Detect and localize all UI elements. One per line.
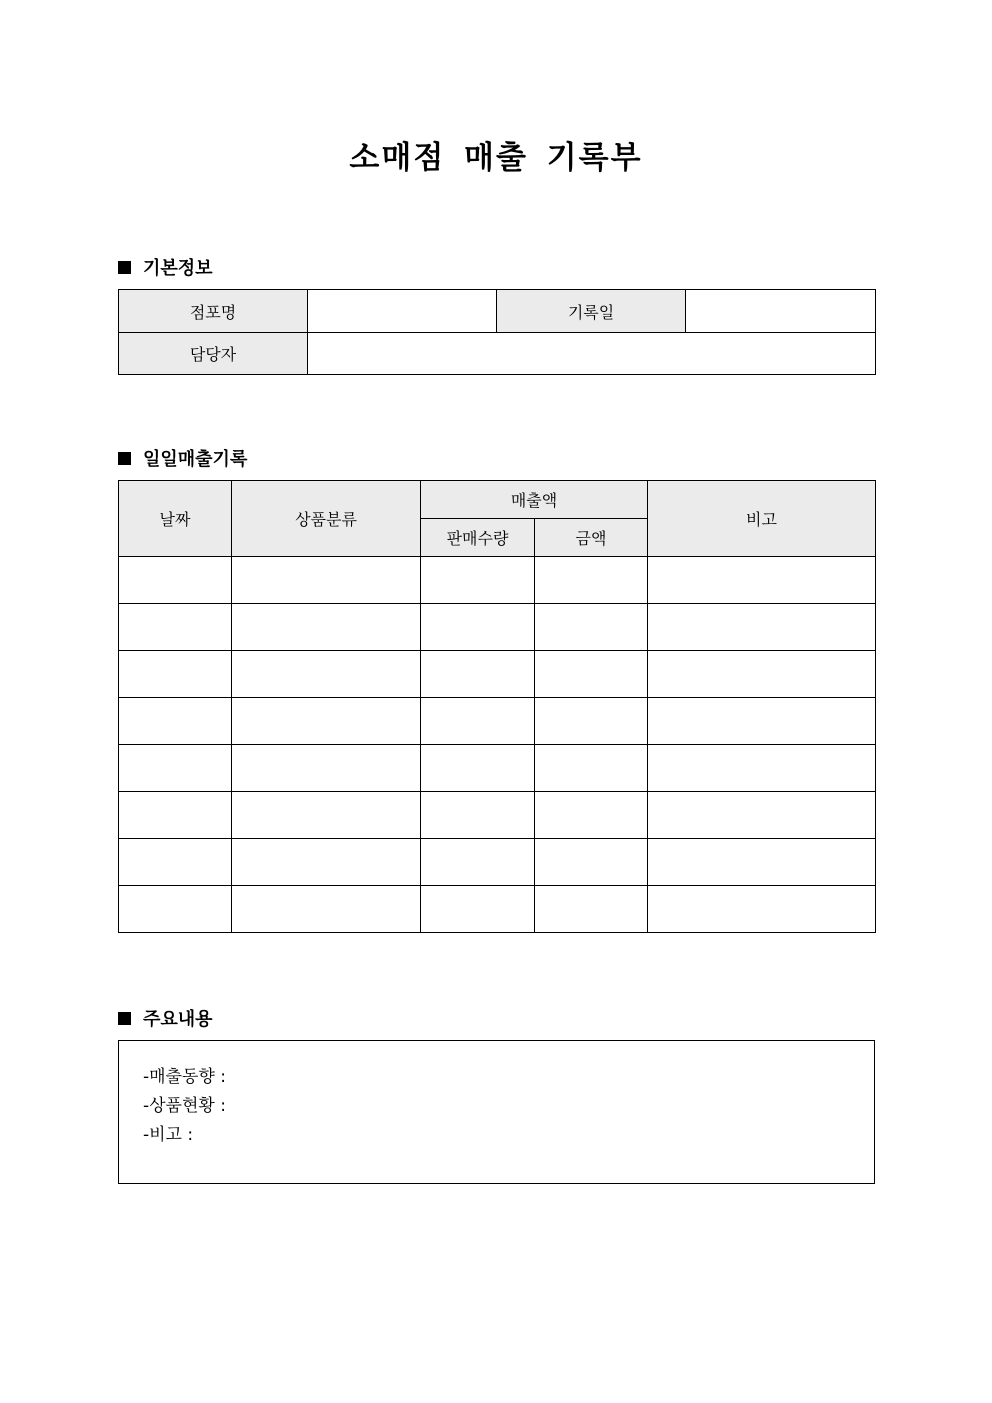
remarks-cell[interactable] <box>648 745 876 792</box>
category-cell[interactable] <box>232 792 421 839</box>
section-heading-summary <box>118 1005 213 1031</box>
quantity-cell[interactable] <box>421 651 535 698</box>
amount-cell[interactable] <box>535 745 648 792</box>
date-cell[interactable] <box>119 745 232 792</box>
column-header-date: 날짜 <box>119 481 232 557</box>
remarks-cell[interactable] <box>648 886 876 933</box>
column-header-quantity: 판매수량 <box>421 519 535 557</box>
section-heading-label: 주요내용 <box>143 1009 213 1030</box>
store-name-label: 점포명 <box>119 290 308 333</box>
page-title: 소매점 매출 기록부 <box>349 140 643 176</box>
amount-cell[interactable] <box>535 604 648 651</box>
remarks-cell[interactable] <box>648 604 876 651</box>
summary-line-remarks: -비고 : <box>143 1125 194 1145</box>
record-date-label: 기록일 <box>497 290 686 333</box>
date-cell[interactable] <box>119 886 232 933</box>
amount-cell[interactable] <box>535 651 648 698</box>
amount-cell[interactable] <box>535 792 648 839</box>
record-date-field[interactable] <box>686 290 876 333</box>
date-cell[interactable] <box>119 839 232 886</box>
section-heading-label: 일일매출기록 <box>143 449 248 470</box>
category-cell[interactable] <box>232 698 421 745</box>
square-bullet-icon <box>118 261 131 274</box>
table-row <box>119 792 876 839</box>
manager-label: 담당자 <box>119 333 308 375</box>
remarks-cell[interactable] <box>648 557 876 604</box>
table-row <box>119 745 876 792</box>
store-name-field[interactable] <box>308 290 497 333</box>
summary-line-sales-trend: -매출동향 : <box>143 1067 226 1087</box>
date-cell[interactable] <box>119 698 232 745</box>
date-cell[interactable] <box>119 792 232 839</box>
quantity-cell[interactable] <box>421 604 535 651</box>
date-cell[interactable] <box>119 651 232 698</box>
quantity-cell[interactable] <box>421 698 535 745</box>
amount-cell[interactable] <box>535 886 648 933</box>
remarks-cell[interactable] <box>648 839 876 886</box>
quantity-cell[interactable] <box>421 792 535 839</box>
square-bullet-icon <box>118 452 131 465</box>
section-heading-daily-sales <box>118 445 247 471</box>
quantity-cell[interactable] <box>421 839 535 886</box>
quantity-cell[interactable] <box>421 745 535 792</box>
section-heading-basic-info <box>118 254 213 280</box>
category-cell[interactable] <box>232 745 421 792</box>
summary-box[interactable] <box>118 1040 875 1184</box>
amount-cell[interactable] <box>535 698 648 745</box>
square-bullet-icon <box>118 1012 131 1025</box>
table-row <box>119 698 876 745</box>
table-row <box>119 557 876 604</box>
category-cell[interactable] <box>232 839 421 886</box>
category-cell[interactable] <box>232 557 421 604</box>
date-cell[interactable] <box>119 557 232 604</box>
manager-field[interactable] <box>308 333 876 375</box>
column-header-remarks: 비고 <box>648 481 876 557</box>
category-cell[interactable] <box>232 604 421 651</box>
quantity-cell[interactable] <box>421 886 535 933</box>
table-row <box>119 604 876 651</box>
section-heading-label: 기본정보 <box>143 258 213 279</box>
table-row <box>119 839 876 886</box>
remarks-cell[interactable] <box>648 651 876 698</box>
date-cell[interactable] <box>119 604 232 651</box>
amount-cell[interactable] <box>535 839 648 886</box>
daily-sales-table <box>118 480 876 933</box>
remarks-cell[interactable] <box>648 792 876 839</box>
category-cell[interactable] <box>232 886 421 933</box>
remarks-cell[interactable] <box>648 698 876 745</box>
column-header-sales-amount: 매출액 <box>421 481 648 519</box>
column-header-amount: 금액 <box>535 519 648 557</box>
summary-line-product-status: -상품현황 : <box>143 1096 226 1116</box>
quantity-cell[interactable] <box>421 557 535 604</box>
category-cell[interactable] <box>232 651 421 698</box>
basic-info-table <box>118 289 876 375</box>
table-row <box>119 886 876 933</box>
table-row <box>119 651 876 698</box>
column-header-category: 상품분류 <box>232 481 421 557</box>
amount-cell[interactable] <box>535 557 648 604</box>
